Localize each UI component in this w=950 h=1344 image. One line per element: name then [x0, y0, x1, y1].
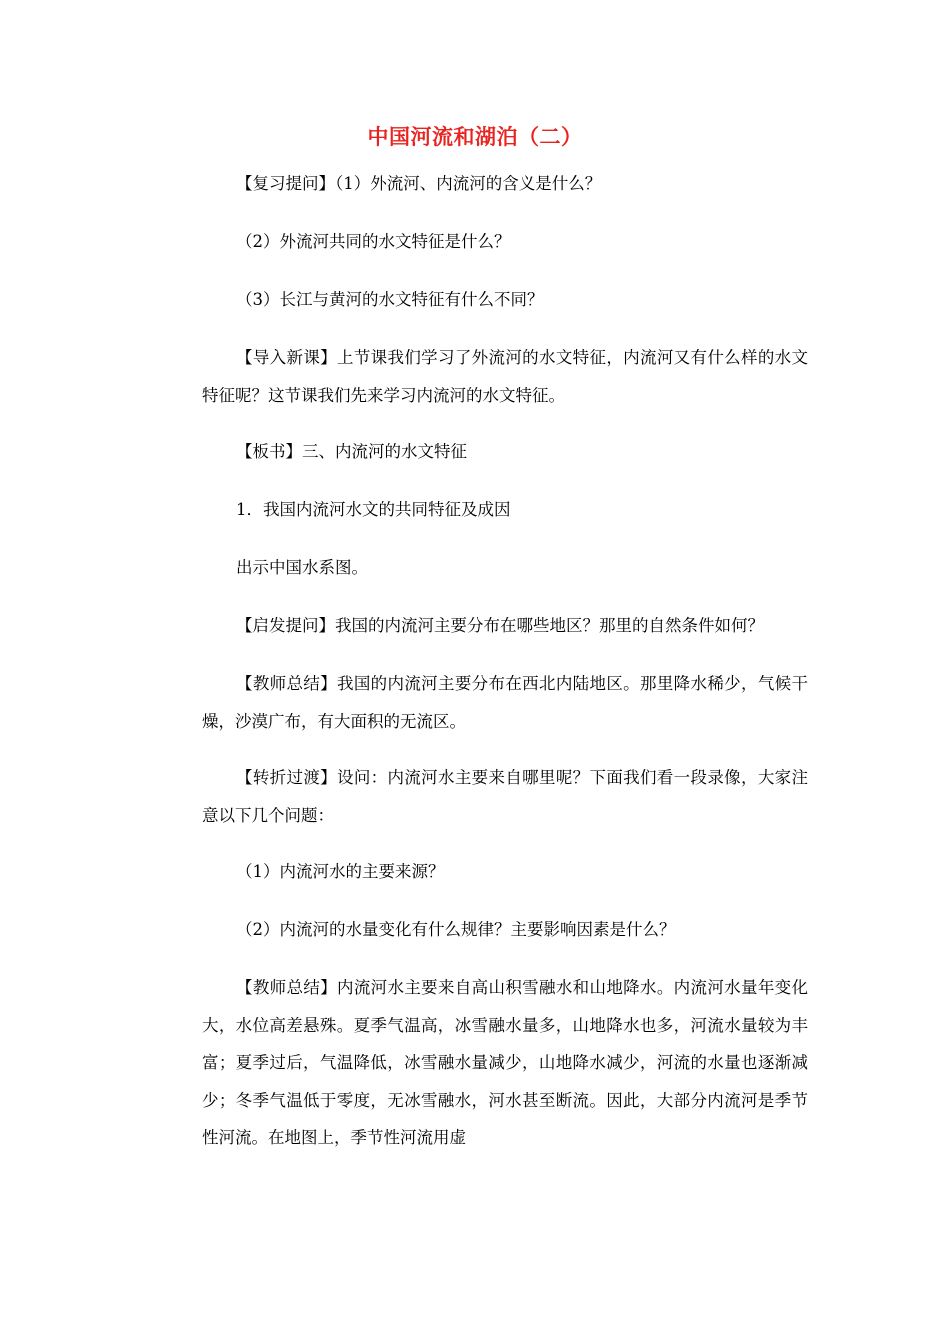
paragraph-prompt-question	[202, 612, 808, 640]
paragraph-section-1	[202, 496, 808, 524]
paragraph-transition	[202, 759, 808, 834]
paragraph-tag: 【导入新课】	[236, 348, 337, 367]
paragraph-review-question-1	[202, 170, 808, 198]
paragraph-new-lesson-intro	[202, 339, 808, 414]
paragraph-tag: 【转折过渡】	[236, 768, 337, 787]
paragraph-review-question-2	[202, 228, 808, 256]
paragraph-tag: 【启发提问】	[236, 616, 335, 635]
paragraph-show-map	[202, 554, 808, 582]
paragraph-tag: 【教师总结】	[236, 674, 337, 693]
paragraph-tag: 【板书】	[236, 442, 302, 461]
paragraph-tag: 【教师总结】	[236, 978, 337, 997]
paragraph-text: 内流河水主要来自高山积雪融水和山地降水。内流河水量年变化大，水位高差悬殊。夏季气温高，冰雪融水量多，山地降水也多，河流水量较为丰富；夏季过后，气温降低，冰雪融水量减少，山地降水减少，河流的水量也逐渐减少；冬季气温低于零度，无冰雪融水，河水甚至断流。因此，大部分内流河是季节性河流。在地图上，季节性河流用虚	[202, 978, 809, 1147]
paragraph-text: 我国的内流河主要分布在西北内陆地区。那里降水稀少，气候干燥，沙漠广布，有大面积的无流区。	[202, 674, 809, 731]
paragraph-text: （2）内流河的水量变化有什么规律？主要影响因素是什么？	[236, 920, 676, 939]
paragraph-text: （3）长江与黄河的水文特征有什么不同？	[236, 290, 544, 309]
paragraph-text: 1．我国内流河水文的共同特征及成因	[236, 500, 511, 519]
paragraph-review-question-3	[202, 286, 808, 314]
paragraph-question-variation	[202, 916, 808, 944]
paragraph-question-source	[202, 858, 808, 886]
paragraph-text: 上节课我们学习了外流河的水文特征，内流河又有什么样的水文特征呢？这节课我们先来学习内流河的水文特征。	[202, 348, 809, 405]
paragraph-tag: 【复习提问】	[236, 174, 335, 193]
paragraph-board-heading	[202, 438, 808, 466]
paragraph-text: 设问：内流河水主要来自哪里呢？下面我们看一段录像，大家注意以下几个问题：	[202, 768, 809, 825]
paragraph-teacher-summary-2	[202, 969, 808, 1157]
document-body	[202, 170, 808, 1181]
paragraph-text: 出示中国水系图。	[236, 558, 368, 577]
paragraph-text: 三、内流河的水文特征	[302, 442, 467, 461]
paragraph-text: （1）内流河水的主要来源？	[236, 862, 445, 881]
paragraph-text: （2）外流河共同的水文特征是什么？	[236, 232, 511, 251]
document-title: 中国河流和湖泊（二）	[367, 125, 583, 149]
paragraph-teacher-summary-1	[202, 665, 808, 740]
paragraph-text: 我国的内流河主要分布在哪些地区？那里的自然条件如何？	[335, 616, 764, 635]
paragraph-text: （1）外流河、内流河的含义是什么？	[335, 174, 602, 193]
